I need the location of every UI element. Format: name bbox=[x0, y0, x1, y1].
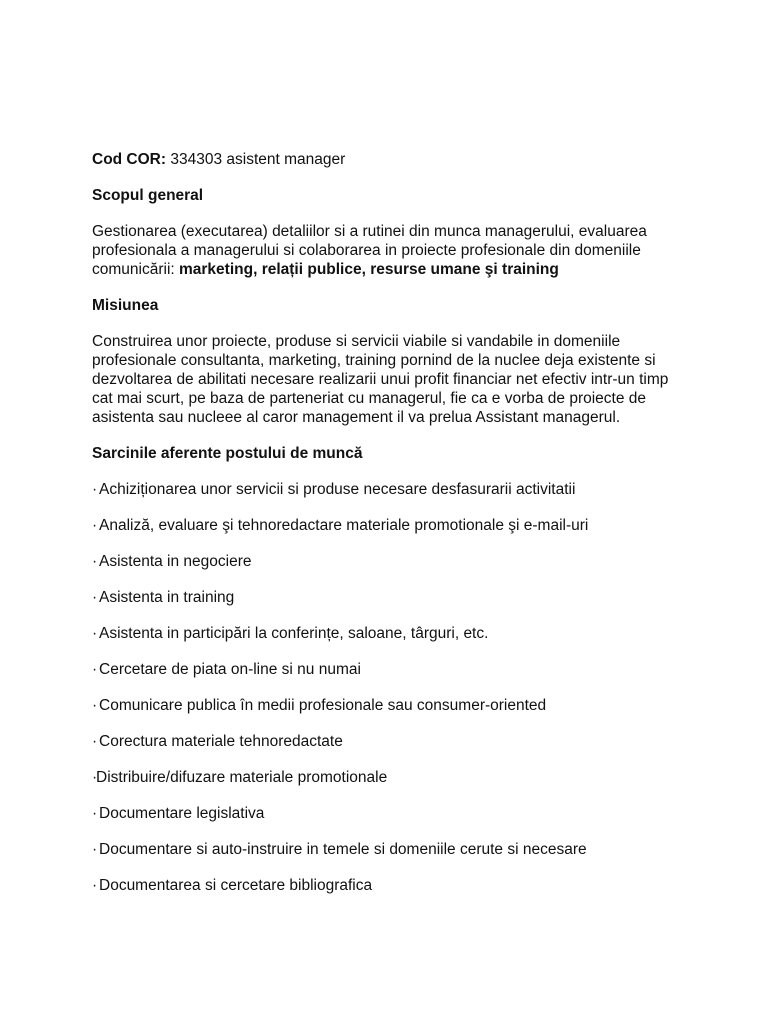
list-item-text: Cercetare de piata on-line si nu numai bbox=[99, 661, 361, 678]
bullet-dot: · bbox=[92, 589, 98, 606]
list-item-text: Documentarea si cercetare bibliografica bbox=[99, 877, 373, 894]
misiunea-heading: Misiunea bbox=[92, 297, 159, 314]
list-item bbox=[92, 624, 682, 643]
cod-cor-value: 334303 asistent manager bbox=[166, 151, 346, 168]
scopul-paragraph bbox=[92, 222, 682, 279]
bullet-dot: · bbox=[92, 517, 98, 534]
bullet-dot: · bbox=[92, 553, 98, 570]
bullet-dot: · bbox=[92, 841, 98, 858]
sarcinile-heading: Sarcinile aferente postului de muncă bbox=[92, 445, 363, 462]
list-item bbox=[92, 768, 682, 787]
list-item-text: Asistenta in participări la conferințe, saloane, târguri, etc. bbox=[99, 625, 489, 642]
list-item-text: Distribuire/difuzare materiale promotionale bbox=[96, 769, 388, 786]
list-item-text: Analiză, evaluare şi tehnoredactare materiale promotionale şi e-mail-uri bbox=[99, 517, 589, 534]
scopul-heading: Scopul general bbox=[92, 187, 204, 204]
scopul-text: Gestionarea (executarea) detaliilor si a rutinei din munca managerului, evaluarea profesionala a managerului si colaborarea in proiecte profesionale din domeniile comunicării: bbox=[92, 223, 647, 278]
list-item-text: Documentare si auto-instruire in temele si domeniile cerute si necesare bbox=[99, 841, 587, 858]
list-item-text: Comunicare publica în medii profesionale sau consumer-oriented bbox=[99, 697, 547, 714]
list-item bbox=[92, 876, 682, 895]
list-item-text: Achiziționarea unor servicii si produse necesare desfasurarii activitatii bbox=[99, 481, 576, 498]
list-item-text: Documentare legislativa bbox=[99, 805, 265, 822]
bullet-dot: · bbox=[92, 769, 98, 786]
list-item-text: Asistenta in training bbox=[99, 589, 235, 606]
bullet-dot: · bbox=[92, 877, 98, 894]
bullet-dot: · bbox=[92, 625, 98, 642]
scopul-bold-text: marketing, relații publice, resurse umane şi training bbox=[179, 261, 559, 278]
bullet-dot: · bbox=[92, 697, 98, 714]
bullet-dot: · bbox=[92, 733, 98, 750]
list-item bbox=[92, 660, 682, 679]
list-item-text: Corectura materiale tehnoredactate bbox=[99, 733, 343, 750]
list-item bbox=[92, 480, 682, 499]
sarcinile-list bbox=[92, 480, 682, 895]
list-item bbox=[92, 552, 682, 571]
bullet-dot: · bbox=[92, 481, 98, 498]
list-item bbox=[92, 516, 682, 535]
bullet-dot: · bbox=[92, 805, 98, 822]
bullet-dot: · bbox=[92, 661, 98, 678]
list-item bbox=[92, 696, 682, 715]
list-item bbox=[92, 732, 682, 751]
misiunea-paragraph: Construirea unor proiecte, produse si servicii viabile si vandabile in domeniile profesionale consultanta, marketing, training pornind de la nuclee deja existente si dezvoltarea de abilitati necesare realizarii unui profit financiar net efectiv intr-un timp cat mai scurt, pe baza de parteneriat cu managerul, fie ca e vorba de proiecte de asistenta sau nucleee al caror management il va prelua Assistant managerul. bbox=[92, 333, 669, 426]
list-item-text: Asistenta in negociere bbox=[99, 553, 252, 570]
list-item bbox=[92, 588, 682, 607]
cod-cor-label: Cod COR: bbox=[92, 151, 167, 168]
list-item bbox=[92, 804, 682, 823]
list-item bbox=[92, 840, 682, 859]
document-page bbox=[92, 150, 682, 895]
cod-cor-line bbox=[92, 150, 682, 169]
